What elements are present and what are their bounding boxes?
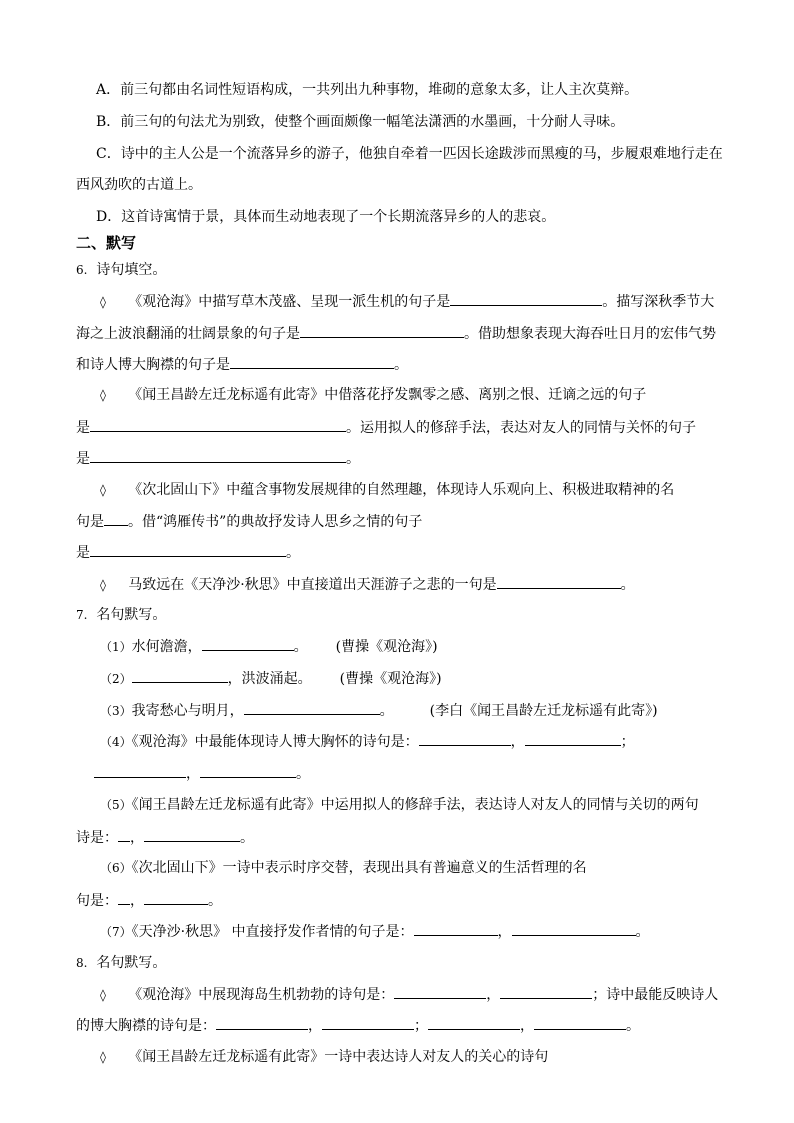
q6-item1-line1: ◊ 《观沧海》中描写草木茂盛、呈现一派生机的句子是 。描写深秋季节大 [100, 291, 714, 312]
q6-item2-line3: 是 。 [76, 448, 360, 469]
answer-blank[interactable] [512, 921, 636, 936]
q7-item5-line2: 诗是： ， 。 [76, 827, 254, 848]
q6-item4: ◊ 马致远在《天净沙·秋思》中直接道出天涯游子之悲的一句是 。 [100, 574, 635, 595]
answer-blank[interactable] [525, 731, 621, 746]
option-a: A．前三句都由名词性短语构成，一共列出九种事物，堆砌的意象太多，让人主次莫辩。 [96, 82, 639, 98]
option-d: D．这首诗寓情于景，具体而生动地表现了一个长期流落异乡的人的悲哀。 [96, 209, 556, 225]
q7-title: 名句默写。 [96, 607, 167, 623]
q6-item3-line2: 句是 。借“鸿雁传书”的典故抒发诗人思乡之情的句子 [76, 511, 422, 532]
q6-title: 诗句填空。 [96, 262, 167, 278]
q6-item2-line1: ◊ 《闻王昌龄左迁龙标遥有此寄》中借落花抒发飘零之感、离别之恨、迁谪之远的句子 [100, 387, 647, 403]
q7-item5-line1: （5）《闻王昌龄左迁龙标遥有此寄》中运用拟人的修辞手法，表达诗人对友人的同情与关切的两句 [100, 797, 699, 813]
option-c-line2: 西风劲吹的古道上。 [76, 177, 202, 193]
answer-blank[interactable] [500, 984, 592, 999]
answer-blank[interactable] [300, 323, 464, 338]
answer-blank[interactable] [202, 636, 294, 651]
q8-item1-line2: 的博大胸襟的诗句是： ， ； ， 。 [76, 1015, 640, 1036]
answer-blank[interactable] [90, 448, 346, 463]
option-c-line1: C．诗中的主人公是一个流落异乡的游子，他独自牵着一匹因长途跋涉而黑瘦的马，步履艰难地行走在 [96, 146, 723, 162]
q8-item1-line1: ◊ 《观沧海》中展现海岛生机勃勃的诗句是： ， ；诗中最能反映诗人 [100, 984, 718, 1005]
q6-item3-line1: ◊ 《次北固山下》中蕴含事物发展规律的自然理趣，体现诗人乐观向上、积极进取精神的名 [100, 482, 675, 498]
q6-number: 6. [76, 263, 88, 277]
answer-blank[interactable] [428, 1015, 520, 1030]
q6-header [76, 260, 166, 280]
q7-item7: （7）《天净沙·秋思》 中直接抒发作者情的句子是： ， 。 [100, 921, 650, 942]
diamond-bullet-icon: ◊ [100, 1050, 106, 1064]
q7-item6-line1: （6）《次北固山下》一诗中表示时序交替，表现出具有普遍意义的生活哲理的名 [100, 860, 587, 876]
answer-blank[interactable] [419, 731, 511, 746]
diamond-bullet-icon: ◊ [100, 578, 106, 592]
q8-number: 8. [76, 956, 88, 970]
answer-blank[interactable] [497, 574, 621, 589]
q6-item1-line3: 和诗人博大胸襟的句子是 。 [76, 354, 408, 375]
answer-blank[interactable] [90, 417, 346, 432]
diamond-bullet-icon: ◊ [100, 483, 106, 497]
q7-number: 7. [76, 608, 88, 622]
answer-blank[interactable] [118, 827, 130, 842]
q7-item4-line1: （4）《观沧海》中最能体现诗人博大胸怀的诗句是： ， ； [100, 731, 635, 752]
q7-item1: （1）水何澹澹， 。 (曹操《观沧海》) [100, 636, 438, 657]
answer-blank[interactable] [104, 511, 128, 526]
q6-item2-line2: 是 。运用拟人的修辞手法，表达对友人的同情与关怀的句子 [76, 417, 696, 438]
option-b: B．前三句的句法尤为别致，使整个画面颇像一幅笔法潇洒的水墨画，十分耐人寻味。 [96, 114, 625, 130]
diamond-bullet-icon: ◊ [100, 988, 106, 1002]
answer-blank[interactable] [132, 668, 228, 683]
q7-item3: （3）我寄愁心与明月， 。 (李白《闻王昌龄左迁龙标遥有此寄》) [100, 700, 658, 721]
diamond-bullet-icon: ◊ [100, 295, 106, 309]
answer-blank[interactable] [394, 984, 486, 999]
answer-blank[interactable] [450, 291, 602, 306]
answer-blank[interactable] [322, 1015, 414, 1030]
q7-item4-line2: ， 。 [94, 763, 310, 784]
answer-blank[interactable] [216, 1015, 308, 1030]
answer-blank[interactable] [230, 354, 394, 369]
section-title: 二、默写 [76, 234, 137, 252]
q8-item2-line1: ◊ 《闻王昌龄左迁龙标遥有此寄》一诗中表达诗人对友人的关心的诗句 [100, 1049, 549, 1065]
q6-item1-line2: 海之上波浪翻涌的壮阔景象的句子是 。借助想象表现大海吞吐日月的宏伟气势 [76, 323, 716, 344]
q8-title: 名句默写。 [96, 955, 167, 971]
answer-blank[interactable] [90, 542, 286, 557]
diamond-bullet-icon: ◊ [100, 388, 106, 402]
q6-item3-line3: 是 。 [76, 542, 300, 563]
q8-header [76, 953, 166, 973]
q7-item6-line2: 句是： ， 。 [76, 890, 222, 911]
answer-blank[interactable] [200, 763, 296, 778]
answer-blank[interactable] [144, 890, 208, 905]
answer-blank[interactable] [94, 763, 186, 778]
answer-blank[interactable] [144, 827, 240, 842]
answer-blank[interactable] [244, 700, 380, 715]
answer-blank[interactable] [118, 890, 130, 905]
answer-blank[interactable] [534, 1015, 626, 1030]
q7-header [76, 605, 166, 625]
answer-blank[interactable] [414, 921, 498, 936]
q7-item2: （2） ，洪波涌起。 (曹操《观沧海》) [100, 668, 442, 689]
